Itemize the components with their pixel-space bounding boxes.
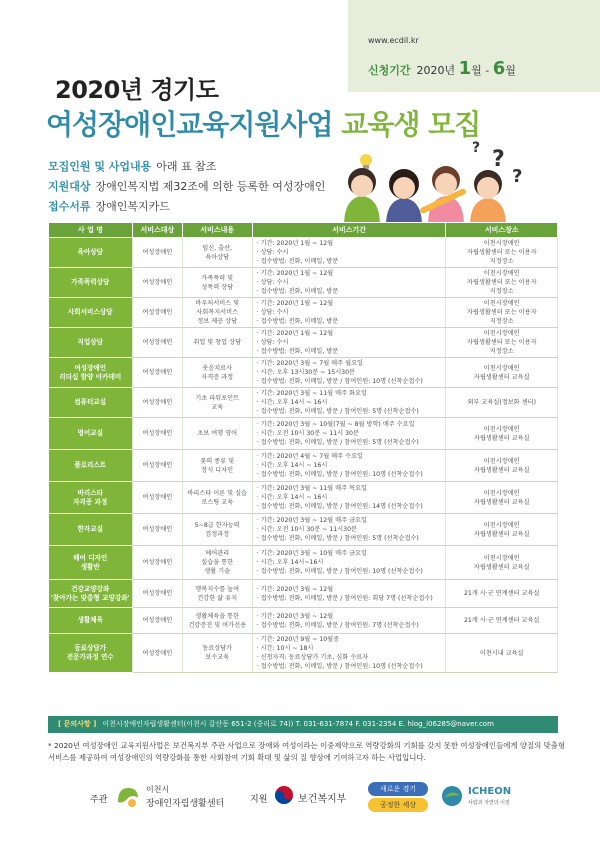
icheon-city-logo-icon bbox=[440, 784, 464, 808]
contact-text: 이천시장애인자립생활센터(이천시 갈산동 651-2 (중리로 74)) T. 031-631-7874 F. 031-2354 E. hlog_i06285@naver.com bbox=[102, 720, 494, 728]
service-place-cell bbox=[446, 418, 558, 450]
service-place-cell bbox=[446, 634, 558, 673]
program-name-cell bbox=[49, 418, 133, 450]
cell-line: 로스팅 교육 bbox=[201, 498, 234, 506]
application-period bbox=[368, 58, 516, 79]
cell-line: · 기간: 2020년 1월 ~ 12월 bbox=[256, 300, 334, 307]
cell-line: 여성장애인 bbox=[142, 309, 173, 316]
service-content-cell bbox=[182, 298, 252, 328]
service-content-cell bbox=[182, 358, 252, 388]
table-row bbox=[49, 546, 558, 580]
service-place-cell bbox=[446, 450, 558, 482]
cell-line: 성폭력 상담 bbox=[201, 283, 234, 291]
women-illustration bbox=[322, 140, 532, 226]
cell-line: 자격증 과정 bbox=[73, 497, 108, 506]
table-row bbox=[49, 268, 558, 298]
cell-line: 바리스타 이론 및 실습 bbox=[187, 489, 248, 497]
period-suffix: 월 bbox=[505, 64, 516, 77]
cell-line: · 접수방법: 전화, 이메일, 방문 / 참여인원: 5명 (선착순접수) bbox=[256, 439, 419, 446]
woman-2 bbox=[386, 169, 422, 226]
cell-line: 이천시장애인 bbox=[483, 240, 520, 247]
service-period-cell bbox=[252, 268, 446, 298]
cell-line: 여성장애인 bbox=[142, 649, 173, 657]
cell-line: · 접수방법: 전화, 이메일, 방문 / 참여인원: 5명 (선착순접수) bbox=[256, 535, 419, 542]
service-content-cell bbox=[182, 418, 252, 450]
cell-line: 전문가과정 연수 bbox=[66, 653, 114, 661]
period-prefix: 2020년 bbox=[416, 64, 456, 77]
cell-line: · 접수방법: 전화, 이메일, 방문 / 참여인원: 7명 (선착순접수) bbox=[256, 621, 419, 629]
table-row bbox=[49, 634, 558, 673]
cell-line: · 기간: 2020년 1월 ~ 12월 bbox=[256, 270, 334, 277]
service-content-cell bbox=[182, 388, 252, 418]
cell-line: 자립생활센터 또는 이용자 bbox=[466, 309, 537, 316]
woman-4 bbox=[470, 170, 506, 226]
cell-line: · 상담: 수시 bbox=[256, 339, 289, 346]
cell-line: '찾아가는 맞춤형 교양강좌' bbox=[50, 593, 130, 602]
cell-line: · 시간: 오후 14시 ~ 16시 bbox=[256, 399, 328, 406]
cell-line: 헤어관리 bbox=[205, 550, 230, 557]
cell-line: 취업 및 창업 상담 bbox=[193, 339, 242, 346]
program-name-cell bbox=[49, 298, 133, 328]
cell-line: 동료상담가 bbox=[202, 645, 233, 652]
cell-line: 이천시장애인 bbox=[483, 270, 520, 277]
question-mark-icon: ? bbox=[492, 147, 505, 172]
service-content-cell bbox=[182, 328, 252, 358]
icheon-name: ICHEON bbox=[468, 786, 512, 797]
cell-line: · 접수방법: 전화, 이메일, 방문 / 참여인원: 10명 (선착순접수) bbox=[256, 378, 423, 385]
service-period-cell bbox=[252, 546, 446, 580]
table-header-row bbox=[49, 223, 558, 238]
col-header: 서비스내용 bbox=[182, 223, 252, 238]
woman-1 bbox=[344, 168, 380, 226]
host-org-line2: 장애인자립생활센터 bbox=[146, 799, 225, 809]
table-row bbox=[49, 328, 558, 358]
cell-line: 여성장애인 bbox=[142, 249, 173, 256]
cell-line: · 접수방법: 전화, 이메일, 방문 / 참여인원: 회당 7명 (선착순접수) bbox=[256, 594, 433, 602]
info-row bbox=[48, 177, 325, 197]
cell-line: · 기간: 2020년 3월 ~ 11월 매주 화요일 bbox=[256, 390, 367, 397]
cell-line: · 기간: 2020년 3월 ~ 12월 매주 금요일 bbox=[256, 517, 367, 524]
cell-line: 지정장소 bbox=[489, 348, 514, 355]
cell-line: 건강증진 및 여가선용 bbox=[188, 621, 247, 629]
cell-line: · 접수방법: 전화, 이메일, 방문 / 참여인원: 10명 (선착순접수) bbox=[256, 471, 423, 478]
cell-line: 실습을 통한 bbox=[201, 559, 234, 566]
cell-line: 21개 시·군 연계센터 교육실 bbox=[463, 590, 540, 597]
period-sep: 월 - bbox=[471, 64, 490, 77]
service-place-cell bbox=[446, 580, 558, 608]
table-body bbox=[49, 238, 558, 673]
service-period-cell bbox=[252, 418, 446, 450]
program-name-cell bbox=[49, 358, 133, 388]
cell-line: · 접수방법: 전화, 이메일, 방문 bbox=[256, 348, 339, 355]
cell-line: 자립생활센터 또는 이용자 bbox=[466, 339, 537, 346]
cell-line: 생활체육을 통한 bbox=[195, 612, 240, 620]
cell-line: · 신청자격: 동료상담가 기초, 심화 수료자 bbox=[256, 654, 369, 661]
table-row bbox=[49, 298, 558, 328]
cell-line: 영어교실 bbox=[77, 429, 103, 437]
cell-line: 여성장애인 bbox=[142, 494, 173, 501]
svg-text:?: ? bbox=[512, 166, 523, 187]
cell-line: 직업상담 bbox=[77, 338, 103, 346]
cell-line: 건강한 삶 유지 bbox=[197, 594, 238, 602]
cell-line: 가족폭력상담 bbox=[71, 278, 110, 286]
cell-line: · 시간: 10시 ~ 18시 bbox=[256, 645, 314, 652]
table-row bbox=[49, 608, 558, 634]
cell-line: 꽃의 종류 및 bbox=[200, 457, 235, 465]
cell-line: 기초 파워포인트 bbox=[195, 394, 240, 402]
program-name-cell bbox=[49, 482, 133, 514]
cell-line: 생활 기술 bbox=[204, 568, 231, 575]
program-name-cell bbox=[49, 634, 133, 673]
cell-line: · 기간: 2020년 1월 ~ 12월 bbox=[256, 240, 334, 247]
cell-line: 생활반 bbox=[80, 562, 100, 571]
cell-line: · 시간: 오후 14시 ~ 16시 bbox=[256, 494, 328, 501]
service-place-cell bbox=[446, 608, 558, 634]
info-key: 모집인원 및 사업내용 bbox=[48, 160, 152, 173]
cell-line: 가족폭력 및 bbox=[201, 274, 234, 282]
service-period-cell bbox=[252, 238, 446, 268]
info-row bbox=[48, 197, 325, 217]
service-target-cell bbox=[132, 634, 182, 673]
cell-line: · 상담: 수시 bbox=[256, 249, 289, 256]
program-name-cell bbox=[49, 580, 133, 608]
info-row bbox=[48, 157, 325, 177]
service-content-cell bbox=[182, 634, 252, 673]
cell-line: · 기간: 2020년 3월 ~ 10월 매주 금요일 bbox=[256, 550, 367, 557]
cell-line: 자립생활센터 교육실 bbox=[473, 466, 530, 474]
cell-line: 초보 여행 영어 bbox=[197, 430, 238, 437]
program-name-cell bbox=[49, 268, 133, 298]
cell-line: 이천시장애인 bbox=[483, 300, 520, 307]
cell-line: · 접수방법: 전화, 이메일, 방문 / 참여인원: 5명 (선착순접수) bbox=[256, 408, 419, 415]
cell-line: 5~8급 한자능력 bbox=[194, 521, 240, 529]
service-place-cell bbox=[446, 268, 558, 298]
cell-line: 이천시장애인 bbox=[483, 489, 520, 497]
col-header: 사 업 명 bbox=[49, 223, 133, 238]
service-target-cell bbox=[132, 358, 182, 388]
cell-line: 여성장애인 bbox=[74, 363, 107, 372]
cell-line: 한자교실 bbox=[77, 525, 103, 533]
title-year-region: 2020년 경기도 bbox=[55, 76, 219, 104]
cell-line: 여성장애인 bbox=[142, 526, 173, 533]
cell-line: 플로리스트 bbox=[74, 461, 107, 469]
service-place-cell bbox=[446, 298, 558, 328]
cell-line: 육아상담 bbox=[77, 248, 103, 256]
cell-line: 생활체육 bbox=[77, 616, 103, 624]
host-org-line1: 이천시 bbox=[146, 785, 170, 794]
cell-line: 이천시장애인 bbox=[483, 330, 520, 337]
program-name-cell bbox=[49, 388, 133, 418]
service-content-cell bbox=[182, 268, 252, 298]
service-place-cell bbox=[446, 328, 558, 358]
cell-line: · 시간: 오전 10시 30분 ~ 11시30분 bbox=[256, 526, 357, 533]
cell-line: 건강교양강좌 bbox=[71, 584, 110, 593]
service-content-cell bbox=[182, 546, 252, 580]
cell-line: 임신, 출산, bbox=[202, 244, 233, 252]
service-target-cell bbox=[132, 268, 182, 298]
period-start: 1 bbox=[458, 58, 472, 79]
cell-line: 이천시장애인 bbox=[483, 457, 520, 465]
service-target-cell bbox=[132, 418, 182, 450]
cell-line: 여성장애인 bbox=[142, 590, 173, 597]
service-content-cell bbox=[182, 514, 252, 546]
icheon-center-logo-icon bbox=[115, 784, 141, 810]
cell-line: · 접수방법: 전화, 이메일, 방문 bbox=[256, 258, 339, 265]
service-target-cell bbox=[132, 580, 182, 608]
contact-bar bbox=[48, 716, 558, 733]
cell-line: · 기간: 2020년 4월 ~ 7월 매주 수요일 bbox=[256, 453, 364, 460]
cell-line: 리더십 함양 아카데미 bbox=[59, 372, 122, 381]
title-project: 여성장애인교육지원사업 bbox=[46, 108, 333, 141]
col-header: 서비스장소 bbox=[446, 223, 558, 238]
cell-line: 지정장소 bbox=[489, 288, 514, 295]
cell-line: 외부 교육실(정보화 센터) bbox=[467, 399, 536, 406]
program-name-cell bbox=[49, 450, 133, 482]
program-name-cell bbox=[49, 608, 133, 634]
cell-line: · 기간: 2020년 1월 ~ 12월 bbox=[256, 330, 334, 337]
info-list bbox=[48, 157, 325, 217]
table-row bbox=[49, 418, 558, 450]
service-place-cell bbox=[446, 358, 558, 388]
cell-line: · 상담: 수시 bbox=[256, 309, 289, 316]
cell-line: 여성장애인 bbox=[142, 399, 173, 406]
cell-line: 컴퓨터교실 bbox=[74, 398, 107, 406]
cell-line: · 기간: 2020년 3월 ~ 12월 bbox=[256, 612, 334, 620]
service-period-cell bbox=[252, 580, 446, 608]
cell-line: · 접수방법: 전화, 이메일, 방문 / 참여인원: 10명 (선착순접수) bbox=[256, 663, 423, 670]
svg-text:?: ? bbox=[472, 140, 481, 156]
table-row bbox=[49, 388, 558, 418]
program-name-cell bbox=[49, 238, 133, 268]
service-place-cell bbox=[446, 546, 558, 580]
service-content-cell bbox=[182, 580, 252, 608]
service-target-cell bbox=[132, 238, 182, 268]
cell-line: 검정과정 bbox=[205, 530, 230, 538]
cell-line: 교육 bbox=[211, 403, 224, 411]
info-value: 아래 표 참조 bbox=[156, 160, 217, 173]
cell-line: · 기간: 2020년 3월 ~ 11월 매주 목요일 bbox=[256, 485, 367, 492]
cell-line: · 시간: 오전 10시 30분 ~ 11시 30분 bbox=[256, 430, 359, 437]
service-place-cell bbox=[446, 388, 558, 418]
cell-line: · 시간: 오후 14시~16시 bbox=[256, 559, 324, 566]
cell-line: 동료상담가 bbox=[74, 644, 107, 652]
service-period-cell bbox=[252, 328, 446, 358]
cell-line: 21개 시·군 연계센터 교육실 bbox=[463, 617, 540, 624]
cell-line: 여성장애인 bbox=[142, 430, 173, 437]
service-target-cell bbox=[132, 388, 182, 418]
service-period-cell bbox=[252, 450, 446, 482]
cell-line: 자립생활센터 교육실 bbox=[473, 434, 530, 442]
cell-line: 여성장애인 bbox=[142, 339, 173, 346]
cell-line: · 접수방법: 전화, 이메일, 방문 / 참여인원: 10명 (선착순접수) bbox=[256, 568, 423, 575]
program-table bbox=[48, 222, 558, 673]
cell-line: · 기간: 2020년 3월 ~ 12월 bbox=[256, 585, 334, 593]
service-place-cell bbox=[446, 514, 558, 546]
program-name-cell bbox=[49, 546, 133, 580]
cell-line: · 접수방법: 전화, 이메일, 방문 / 참여인원: 14명 (선착순접수) bbox=[256, 503, 423, 510]
program-name-cell bbox=[49, 328, 133, 358]
cell-line: 바우처서비스 및 bbox=[195, 300, 240, 307]
cell-line: 자립생활센터 교육실 bbox=[473, 373, 530, 381]
cell-line: · 기간: 2020년 9월 ~ 10월중 bbox=[256, 636, 340, 643]
service-period-cell bbox=[252, 608, 446, 634]
cell-line: 바리스타 bbox=[77, 488, 103, 497]
slogan-line2: 공정한 세상 bbox=[368, 798, 428, 812]
service-place-cell bbox=[446, 238, 558, 268]
table-row bbox=[49, 450, 558, 482]
cell-line: 이천시장애인 bbox=[483, 554, 520, 562]
cell-line: 이천시내 교육실 bbox=[479, 649, 524, 657]
cell-line: 여성장애인 bbox=[142, 369, 173, 376]
table-row bbox=[49, 358, 558, 388]
cell-line: 헤어 디자인 bbox=[73, 553, 108, 562]
service-period-cell bbox=[252, 358, 446, 388]
period-label: 신청기간 bbox=[368, 64, 411, 77]
cell-line: · 시간: 오후 13시30분 ~ 15시30분 bbox=[256, 369, 356, 376]
footer-logos bbox=[0, 778, 600, 818]
service-target-cell bbox=[132, 546, 182, 580]
service-period-cell bbox=[252, 514, 446, 546]
icheon-sub: 사람과 자연의 이천 bbox=[468, 800, 510, 806]
service-target-cell bbox=[132, 514, 182, 546]
lightbulb-icon bbox=[360, 154, 372, 166]
cell-line: · 상담: 수시 bbox=[256, 279, 289, 286]
cell-line: · 접수방법: 전화, 이메일, 방문 bbox=[256, 318, 339, 325]
cell-line: 지정장소 bbox=[489, 258, 514, 265]
service-content-cell bbox=[182, 450, 252, 482]
ministry-name: 보건복지부 bbox=[298, 794, 347, 805]
cell-line: 이천시장애인 bbox=[483, 364, 520, 372]
cell-line: 행복지수를 높여 bbox=[195, 585, 240, 593]
cell-line: · 접수방법: 전화, 이메일, 방문 bbox=[256, 288, 339, 295]
cell-line: · 시간: 오후 14시 ~ 16시 bbox=[256, 462, 328, 469]
cell-line: 사회복지서비스 bbox=[196, 309, 239, 316]
service-content-cell bbox=[182, 608, 252, 634]
info-key: 지원대상 bbox=[48, 180, 91, 193]
taegeuk-icon bbox=[274, 785, 294, 805]
period-end: 6 bbox=[492, 58, 506, 79]
program-name-cell bbox=[49, 514, 133, 546]
service-period-cell bbox=[252, 298, 446, 328]
cell-line: 보수교육 bbox=[205, 654, 230, 661]
service-content-cell bbox=[182, 238, 252, 268]
cell-line: 자립생활센터 또는 이용자 bbox=[466, 279, 537, 286]
cell-line: 여성장애인 bbox=[142, 279, 173, 286]
info-value: 장애인복지카드 bbox=[95, 200, 170, 213]
cell-line: 정보 제공 상담 bbox=[197, 318, 238, 325]
cell-line: 육아상담 bbox=[205, 253, 230, 261]
service-target-cell bbox=[132, 328, 182, 358]
cell-line: 이천시장애인 bbox=[483, 521, 520, 529]
col-header: 서비스기간 bbox=[252, 223, 446, 238]
service-target-cell bbox=[132, 482, 182, 514]
cell-line: 자격증 과정 bbox=[201, 373, 234, 381]
service-target-cell bbox=[132, 450, 182, 482]
cell-line: 자립생활센터 교육실 bbox=[473, 563, 530, 571]
service-content-cell bbox=[182, 482, 252, 514]
cell-line: 사회서비스상담 bbox=[67, 308, 113, 316]
cell-line: 여성장애인 bbox=[142, 617, 173, 624]
service-period-cell bbox=[252, 482, 446, 514]
cell-line: 여성장애인 bbox=[142, 559, 173, 566]
cell-line: 자립생활센터 또는 이용자 bbox=[466, 249, 537, 256]
table-row bbox=[49, 514, 558, 546]
cell-line: · 기간: 2020년 3월 ~ 7월 매주 월요일 bbox=[256, 360, 364, 367]
service-period-cell bbox=[252, 388, 446, 418]
table-row bbox=[49, 482, 558, 514]
cell-line: 여성장애인 bbox=[142, 462, 173, 469]
col-header: 서비스대상 bbox=[132, 223, 182, 238]
title-recruit: 교육생 모집 bbox=[341, 108, 481, 141]
support-label: 지원 bbox=[250, 795, 268, 805]
contact-label: [ 문의사항 ] bbox=[58, 720, 97, 728]
info-value: 장애인복지법 제32조에 의한 등록한 여성장애인 bbox=[95, 180, 326, 193]
cell-line: 웃음치료사 bbox=[202, 364, 233, 372]
service-place-cell bbox=[446, 482, 558, 514]
slogan-line1: 새로운 경기 bbox=[368, 782, 428, 796]
service-target-cell bbox=[132, 298, 182, 328]
cell-line: 장식 디자인 bbox=[201, 466, 234, 474]
service-target-cell bbox=[132, 608, 182, 634]
host-label: 주관 bbox=[90, 795, 108, 805]
cell-line: 지정장소 bbox=[489, 318, 514, 325]
cell-line: 자립생활센터 교육실 bbox=[473, 530, 530, 538]
service-period-cell bbox=[252, 634, 446, 673]
info-key: 접수서류 bbox=[48, 200, 91, 213]
cell-line: · 기간: 2020년 3월 ~ 10월(7월 ~ 8월 방학) 매주 수요일 bbox=[256, 421, 415, 428]
website-url[interactable]: www.ecdil.kr bbox=[368, 36, 419, 45]
footnote: * 2020년 여성장애인 교육지원사업은 보건복지부 주관 사업으로 장애와 여성이라는 이중제약으로 역량강화의 기회를 갖지 못한 여성장애인들에게 양질의 맞춤형 서비스를 제공하여 여성장애인의 역량강화를 통한 사회참여 기회 확대 및 삶의 질 향상에 기여하고자 하는 사업입니다. bbox=[48, 741, 566, 762]
cell-line: 이천시장애인 bbox=[483, 425, 520, 433]
woman-3 bbox=[419, 166, 467, 226]
table-row bbox=[49, 238, 558, 268]
page-title bbox=[46, 103, 480, 143]
cell-line: 자립생활센터 교육실 bbox=[473, 498, 530, 506]
table-row bbox=[49, 580, 558, 608]
